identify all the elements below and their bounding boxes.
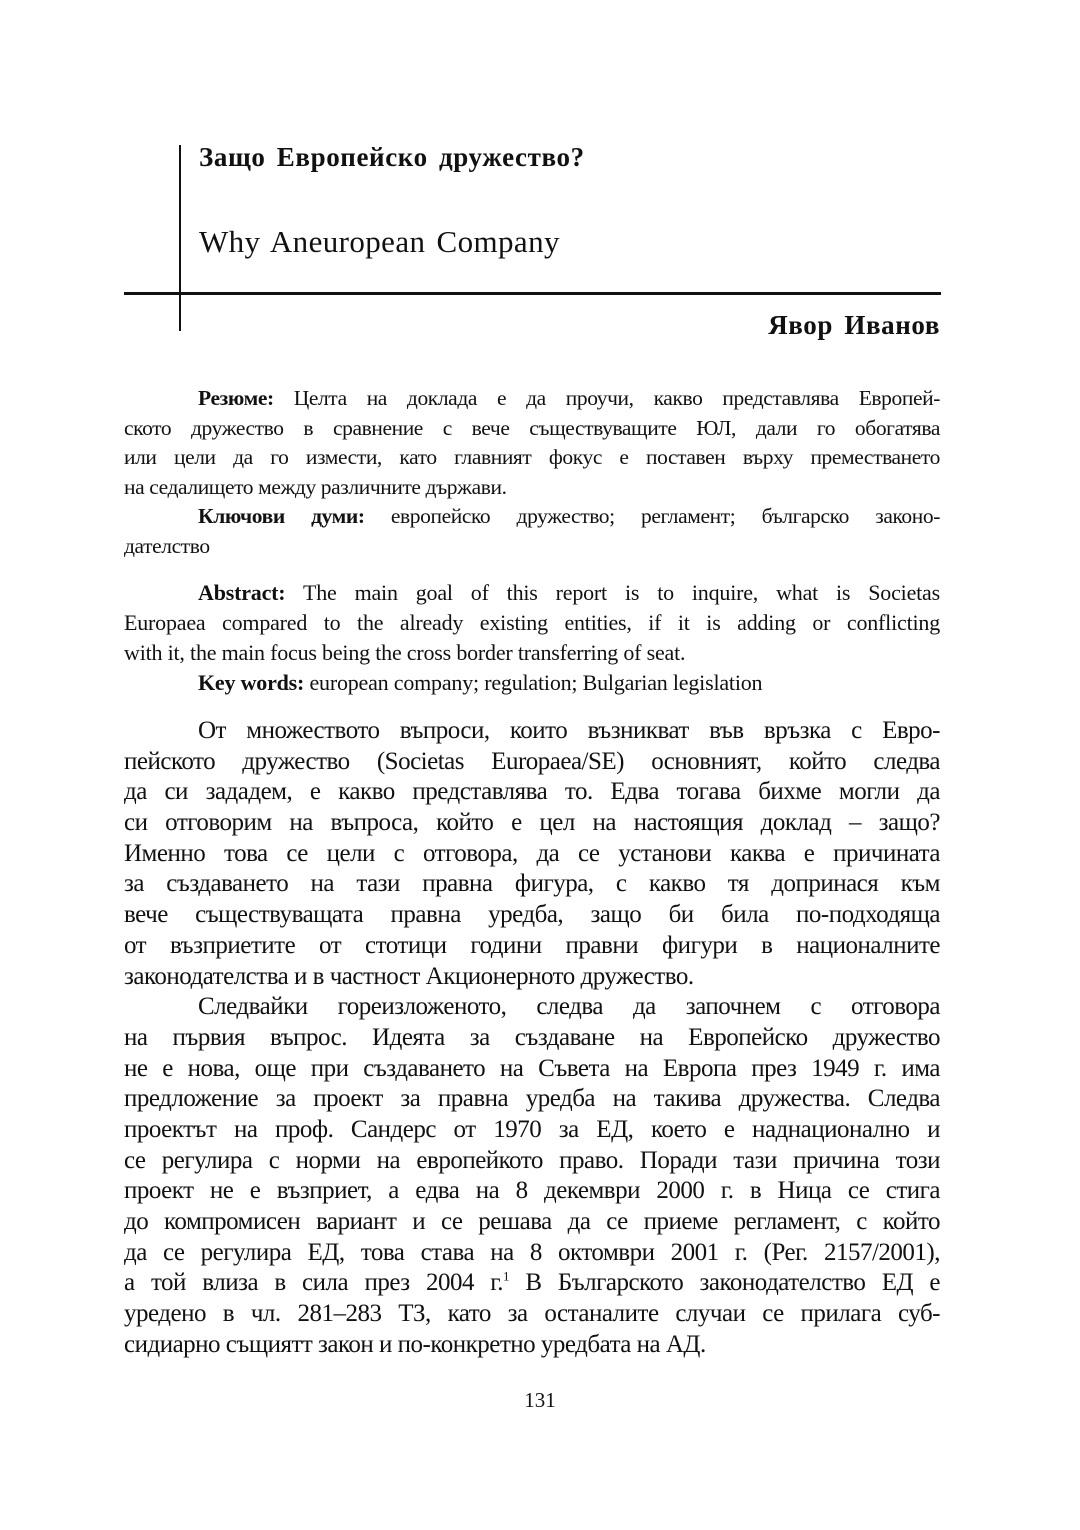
paragraph-line: Следвайки гореизложеното, следва да започнем с отговора [198, 993, 940, 1021]
paragraph-line: си отговорим на въпроса, който е цел на настоящия доклад – защо? [124, 809, 940, 837]
keywords-bg-line: дателство [124, 533, 210, 558]
paragraph-line: до компромисен вариант и се решава да се приеме регламент, с който [124, 1208, 940, 1235]
body-text [124, 716, 940, 1360]
paragraph-line: От множеството въпроси, които възникват във връзка с Евро- [198, 717, 940, 744]
paragraph-line: сидиарно същиятт закон и по-конкретно уредбата на АД. [124, 1330, 706, 1358]
resume-block [124, 384, 940, 561]
abstract-line: with it, the main focus being the cross border transferring of seat. [124, 640, 686, 665]
keywords-en-label: Key words: [198, 670, 305, 695]
paragraph-line: проект не е възприет, а едва на 8 декември 2000 г. в Ница се стига [124, 1177, 940, 1205]
paragraph-line: а той влиза в сила през 2004 г.$^1$ В Българското законодателство ЕД е [124, 1269, 941, 1297]
paragraph-line: уредено в чл. 281–283 ТЗ, като за останалите случаи се прилага суб- [124, 1300, 940, 1328]
resume-line: Резюме: Целта на доклада е да проучи, какво представлява Европей- [198, 386, 940, 410]
horizontal-rule [124, 292, 941, 295]
abstract-line: Europaea compared to the already existing entities, if it is adding or conflicting [124, 610, 940, 635]
keywords-en-line: Key words: european company; regulation; Bulgarian legislation [198, 670, 763, 695]
article-title: Защо Европейско дружество? [199, 142, 585, 172]
keywords-bg-label: Ключови думи: [198, 504, 365, 528]
resume-label: Резюме: [198, 386, 274, 410]
resume-line: ското дружество в сравнение с вече съществуващите ЮЛ, дали го обогатява [124, 415, 940, 440]
resume-line: на седалището между различните държави. [124, 474, 507, 499]
paragraph-line: Именно това се цели с отговора, да се установи каква е причината [124, 839, 940, 867]
paragraph-line: предложение за проект за правна уредба на такива дружества. Следва [124, 1085, 940, 1113]
paragraph-line: проектът на проф. Сандерс от 1970 за ЕД, което е наднационално и [124, 1115, 940, 1143]
resume-line: или цели да го измести, като главният фокус е поставен върху преместването [124, 445, 940, 469]
paragraph-line: не е нова, още при създаването на Съвета на Европа през 1949 г. има [124, 1054, 940, 1082]
abstract-label: Abstract: [198, 580, 286, 605]
abstract-block [124, 578, 940, 698]
paragraph-line: законодателства и в частност Акционерното дружество. [124, 962, 694, 990]
vertical-rule [179, 145, 181, 331]
paragraph-line: се регулира с норми на европейкото право. Поради тази причина този [124, 1146, 940, 1174]
paragraph-line: от възприетите от стотици години правни фигури в националните [124, 931, 940, 959]
paragraph-line: за създаването на тази правна фигура, с какво тя допринася към [124, 870, 940, 898]
keywords-bg-line: Ключови думи: европейско дружество; регламент; българско законо- [198, 504, 941, 528]
footnote-marker[interactable]: 1 [503, 1269, 509, 1285]
paragraph-line: да се регулира ЕД, това става на 8 октомври 2001 г. (Рег. 2157/2001), [124, 1238, 940, 1266]
paragraph-line: вече съществуващата правна уредба, защо би била по-подходяща [124, 901, 940, 929]
article-subtitle: Why Aneuropean Company [199, 224, 560, 259]
paragraph-line: на първия въпрос. Идеята за създаване на Европейско дружество [124, 1023, 940, 1051]
abstract-line: Abstract: The main goal of this report is to inquire, what is Societas [198, 580, 940, 605]
paragraph-line: да си зададем, е какво представлява то. Едва тогава бихме могли да [124, 778, 940, 806]
page-number: 131 [524, 1388, 556, 1412]
paragraph-line: пейското дружество (Societas Europaea/SE) основният, който следва [124, 747, 940, 775]
author-name: Явор Иванов [768, 310, 940, 340]
